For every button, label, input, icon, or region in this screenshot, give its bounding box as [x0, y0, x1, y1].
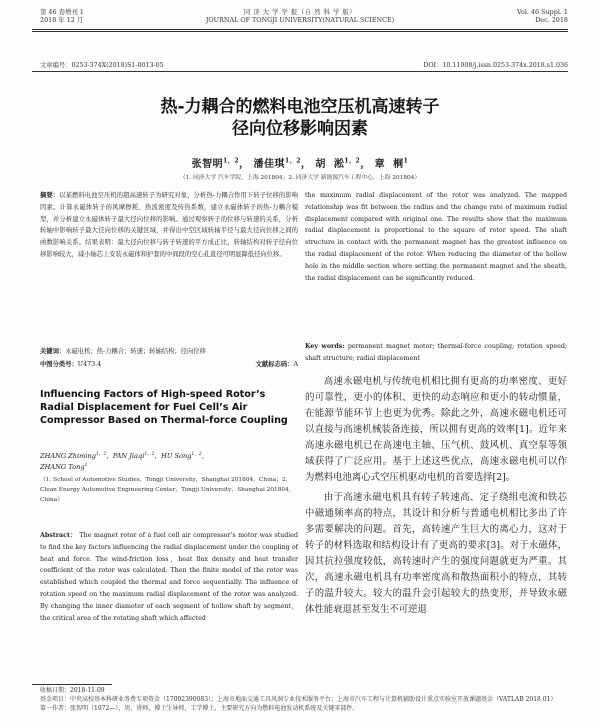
- header-right: [517, 8, 568, 24]
- keywords-en-text: permanent magnet motor; thermal-force coupling; rotation speed; shaft structure; radial displacement: [305, 343, 567, 362]
- author-1: 张智明: [191, 159, 224, 170]
- fund-value: 中央高校基本科研业务费专项资金（17002390083）；上海市地面交通工具风洞专业技术服务平台；上海市汽车工程与计算机辅助设计重点实验室开放课题基金（VATLAB 2018 01）: [70, 696, 557, 703]
- keywords-cn-label: 关键词：: [40, 348, 66, 355]
- abstract-cn-text: 以某燃料电池空压机的超高速转子为研究对象，分析热-力耦合作用下转子位移的影响因素。计算永磁体转子的风摩擦耗、热流密度及传热系数，建立永磁体转子的热-力耦合模型，并分析建立永磁体转子最大径向位移的影响。通过观察转子的位移与转速的关系，分析转轴中影响转子最大径向位移的关键区域，并得出中空区域转轴半径与最大径向位移之间的函数影响关系。结果表明：最大径向位移与转子转速的平方成正比，转轴结构对转子径向位移影响较大，减小轴芯上安装永磁体和护套的中间段的空心孔直径可明显降低径向位移。: [40, 192, 299, 258]
- abstract-en-label: Abstract：: [40, 532, 78, 539]
- doi: DOI：10.11908/j.issn.0253-374x.2018.s1.036: [423, 62, 568, 69]
- meta-rule: [32, 71, 568, 72]
- author-en-3: ，HU Song: [154, 452, 192, 461]
- classification-cn: [40, 359, 298, 371]
- author-en-2-affil: 1，2: [144, 452, 155, 457]
- body-cn: [305, 374, 567, 618]
- keywords-en: [305, 341, 567, 365]
- journal-name-en: JOURNAL OF TONGJI UNIVERSITY(NATURAL SCIENCE): [205, 16, 395, 24]
- issue-date: 2018 年 12 月: [40, 16, 84, 24]
- classification-label: 中图分类号：: [40, 361, 78, 368]
- author-3-affil: 1，2: [344, 157, 361, 165]
- author-1-affil: 1，2: [223, 157, 240, 165]
- affiliation-en: （1. School of Automotive Studies，Tongji University，Shanghai 201804，China；2. Clean Energy Automotive Engineering Center，Tongji University，Shanghai 201804，China）: [40, 477, 295, 503]
- authors-cn: 张智明$^{1,2}$， 潘佳琪$^{1,2}$， 胡 淞$^{1,2}$， 章 桐$^1$: [191, 157, 409, 170]
- keywords-cn: [40, 346, 298, 358]
- classification-value: U473.4: [77, 361, 102, 368]
- journal-name-cn: 同 济 大 学 学 报（自 然 科 学 版）: [243, 8, 357, 16]
- volume-info: 第 46 卷增刊 1: [40, 8, 84, 16]
- header-rule-thin: [32, 31, 568, 32]
- author-en-3-affil: 1，2: [191, 452, 202, 457]
- header-rule: [32, 29, 568, 30]
- abstract-en-continued-text: the maximum radial displacement of the rotor was analyzed. The mapped relationship was fit between the radius and the change rate of maximum radial displacement compared with original one. The results show that the maximum radial displacement is proportional to the square of rotor speed. The shaft structure in contact with the permanent magnet has the greatest influence on the radial displacement of the rotor. When reducing the diameter of the hollow hole in the middle section where setting the permanent magnet and the sheath, the radial displacement can be significantly reduced.: [305, 192, 567, 282]
- fund-info: [40, 695, 568, 704]
- abstract-en-continued: [305, 190, 567, 284]
- author-en-1-affil: 1，2: [96, 452, 107, 457]
- abstract-cn-label: 摘要：: [40, 192, 60, 199]
- first-author-value: 张智明（1972—），男，讲师，博士生导师，工学博士，主要研究方向为燃料电池发动机系统及关键零部件。: [70, 705, 359, 712]
- author-3: 胡: [315, 159, 326, 170]
- title-en: Influencing Factors of High-speed Rotor’s Radial Displacement for Fuel Cell’s Air Compressor Based on Thermal-force Coupling: [40, 389, 288, 426]
- received-label: 收稿日期：: [40, 687, 71, 694]
- volume-info-en: Vol. 46 Suppl. 1: [517, 8, 568, 16]
- authors-en: [40, 450, 298, 472]
- header-center: [0, 8, 600, 24]
- author-en-sep: ，: [201, 452, 209, 461]
- body-paragraph-1: 高速永磁电机与传统电机相比拥有更高的功率密度、更好的可靠性，更小的体积、更快的动态响应和更小的转动惯量，在能源节能环节上也更为优秀。除此之外，高速永磁电机还可以直接与高速机械装备连接，所以拥有更高的效率[1]。近年来高速永磁电机已在高速电主轴、压气机、鼓风机、真空泵等领域获得了广泛应用。基于上述这些优点，高速永磁电机可以作为燃料电池离心式空压机驱动电机的首要选择[2]。: [305, 376, 567, 483]
- fund-label: 基金项目：: [40, 696, 71, 703]
- author-en-4: ZHANG Tong: [40, 463, 85, 472]
- abstract-en: [40, 530, 298, 624]
- keywords-cn-text: 永磁电机；热-力耦合；转速；转轴结构；径向位移: [65, 348, 206, 355]
- document-code: A: [293, 361, 298, 368]
- footnotes: [40, 686, 568, 713]
- author-en-2: ，PAN Jiaqi: [106, 452, 145, 461]
- keywords-en-label: Key words:: [305, 343, 345, 350]
- author-4: 章: [374, 159, 386, 170]
- author-3-b: 淞: [333, 159, 345, 170]
- first-author-label: 第一作者：: [40, 705, 71, 712]
- received-date: [40, 686, 568, 695]
- author-4-b: 桐: [393, 159, 404, 170]
- received-value: 2018-11-09: [70, 687, 105, 694]
- article-number: 文章编号：0253-374X(2018)S1-0013-05: [40, 62, 164, 69]
- abstract-cn: [40, 190, 298, 261]
- author-2: 潘佳琪: [253, 159, 286, 170]
- author-en-4-affil: 1: [84, 463, 88, 469]
- first-author-info: [40, 704, 568, 713]
- author-2-affil: 1，2: [285, 157, 301, 165]
- abstract-en-text: The magnet rotor of a fuel cell air compressor’s motor was studied to find the key factors influencing the radial displacement under the coupling of heat and force. The wind-friction loss，heat flux density and heat transfer coefficient of the rotor was calculated. Then the finite model of the rotor was established which coupled the thermal and force sequentially. The influence of rotation speed on the maximum radial displacement of the rotor was analyzed. By changing the inner diameter of each segment of hollow shaft by segment，the critical area of the rotating shaft which affected: [40, 532, 299, 622]
- document-code-label: 文献标志码：: [255, 361, 294, 368]
- title-cn: [0, 96, 600, 140]
- footnote-rule: [32, 684, 112, 685]
- title-cn-line1: 热-力耦合的燃料电池空压机高速转子: [160, 97, 440, 117]
- affiliation-cn: （1. 同济大学 汽车学院，上海 201804；2. 同济大学 新能源汽车工程中心，上海 201804）: [179, 175, 421, 181]
- issue-date-en: Dec. 2018: [535, 16, 568, 24]
- author-en-1: ZHANG Zhiming: [40, 452, 96, 461]
- body-paragraph-2: 由于高速永磁电机具有转子转速高、定子绕组电流和铁芯中磁通频率高的特点，其设计和分析与普通电机相比多出了许多需要解决的问题。首先，高转速产生巨大的离心力，这对于转子的材料选取和结构设计有了更高的要求[3]。对于永磁体，因其抗拉强度较低，高转速时产生的强度问题就更为严重。其次，高速永磁电机具有功率密度高和散热面积小的特点，其转子的温升较大。较大的温升会引起较大的热变形，并导致永磁体性能衰退甚至发生不可逆退: [305, 492, 567, 615]
- title-cn-line2: 径向位移影响因素: [232, 119, 368, 139]
- author-4-affil: 1: [403, 157, 409, 165]
